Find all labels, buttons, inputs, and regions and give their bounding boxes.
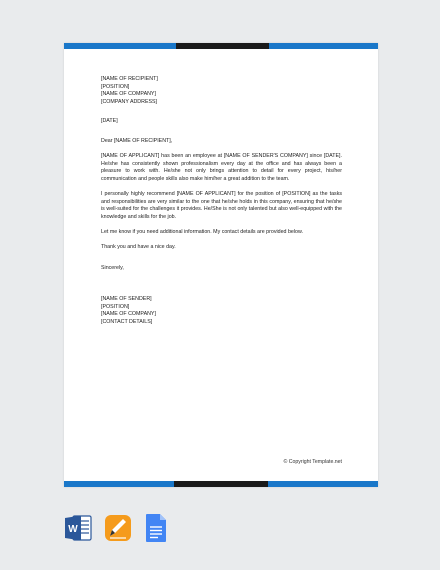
sender-position: [POSITION] xyxy=(101,303,130,310)
recipient-position: [POSITION] xyxy=(101,83,130,90)
word-icon[interactable] xyxy=(64,513,92,543)
recipient-block xyxy=(101,76,342,106)
top-accent-bar xyxy=(64,43,378,49)
sender-block xyxy=(101,296,342,326)
sender-name: [NAME OF SENDER] xyxy=(101,296,152,303)
letter-document xyxy=(64,43,378,487)
letter-body xyxy=(101,76,342,326)
sender-company: [NAME OF COMPANY] xyxy=(101,311,156,318)
recipient-company: [NAME OF COMPANY] xyxy=(101,91,156,98)
letter-date: [DATE] xyxy=(101,118,118,125)
recipient-address: [COMPANY ADDRESS] xyxy=(101,98,158,105)
google-docs-icon[interactable] xyxy=(144,513,168,543)
pages-icon[interactable] xyxy=(104,513,132,543)
closing: Sincerely, xyxy=(101,264,124,271)
paragraph-1: [NAME OF APPLICANT] has been an employee at [NAME OF SENDER'S COMPANY] since [DATE]. He/she has consistently shown professionalism every day at the office and has always been a pleasure to work with. He/she not only brings attention to detail for every project, his/her communication and people skills also make him/her a great addition to the team. xyxy=(101,153,342,182)
paragraph-3: Let me know if you need additional information. My contact details are provided below. xyxy=(101,228,303,235)
copyright-text: © Copyright Template.net xyxy=(283,459,342,465)
sender-contact: [CONTACT DETAILS] xyxy=(101,318,153,325)
paragraph-2: I personally highly recommend [NAME OF APPLICANT] for the position of [POSITION] as the tasks and responsibilities are very similar to the one that he/she holds in this company, ensuring that he/she is well-suited for the challenges it provides. He/She is not only talented but also well-equipped with the knowledge and skills for the job. xyxy=(101,190,342,220)
word-icon-letter: W xyxy=(68,524,78,535)
recipient-name: [NAME OF RECIPIENT] xyxy=(101,76,158,82)
paragraph-4: Thank you and have a nice day. xyxy=(101,243,176,250)
salutation: Dear [NAME OF RECIPIENT], xyxy=(101,137,173,144)
bottom-accent-bar xyxy=(64,481,378,487)
